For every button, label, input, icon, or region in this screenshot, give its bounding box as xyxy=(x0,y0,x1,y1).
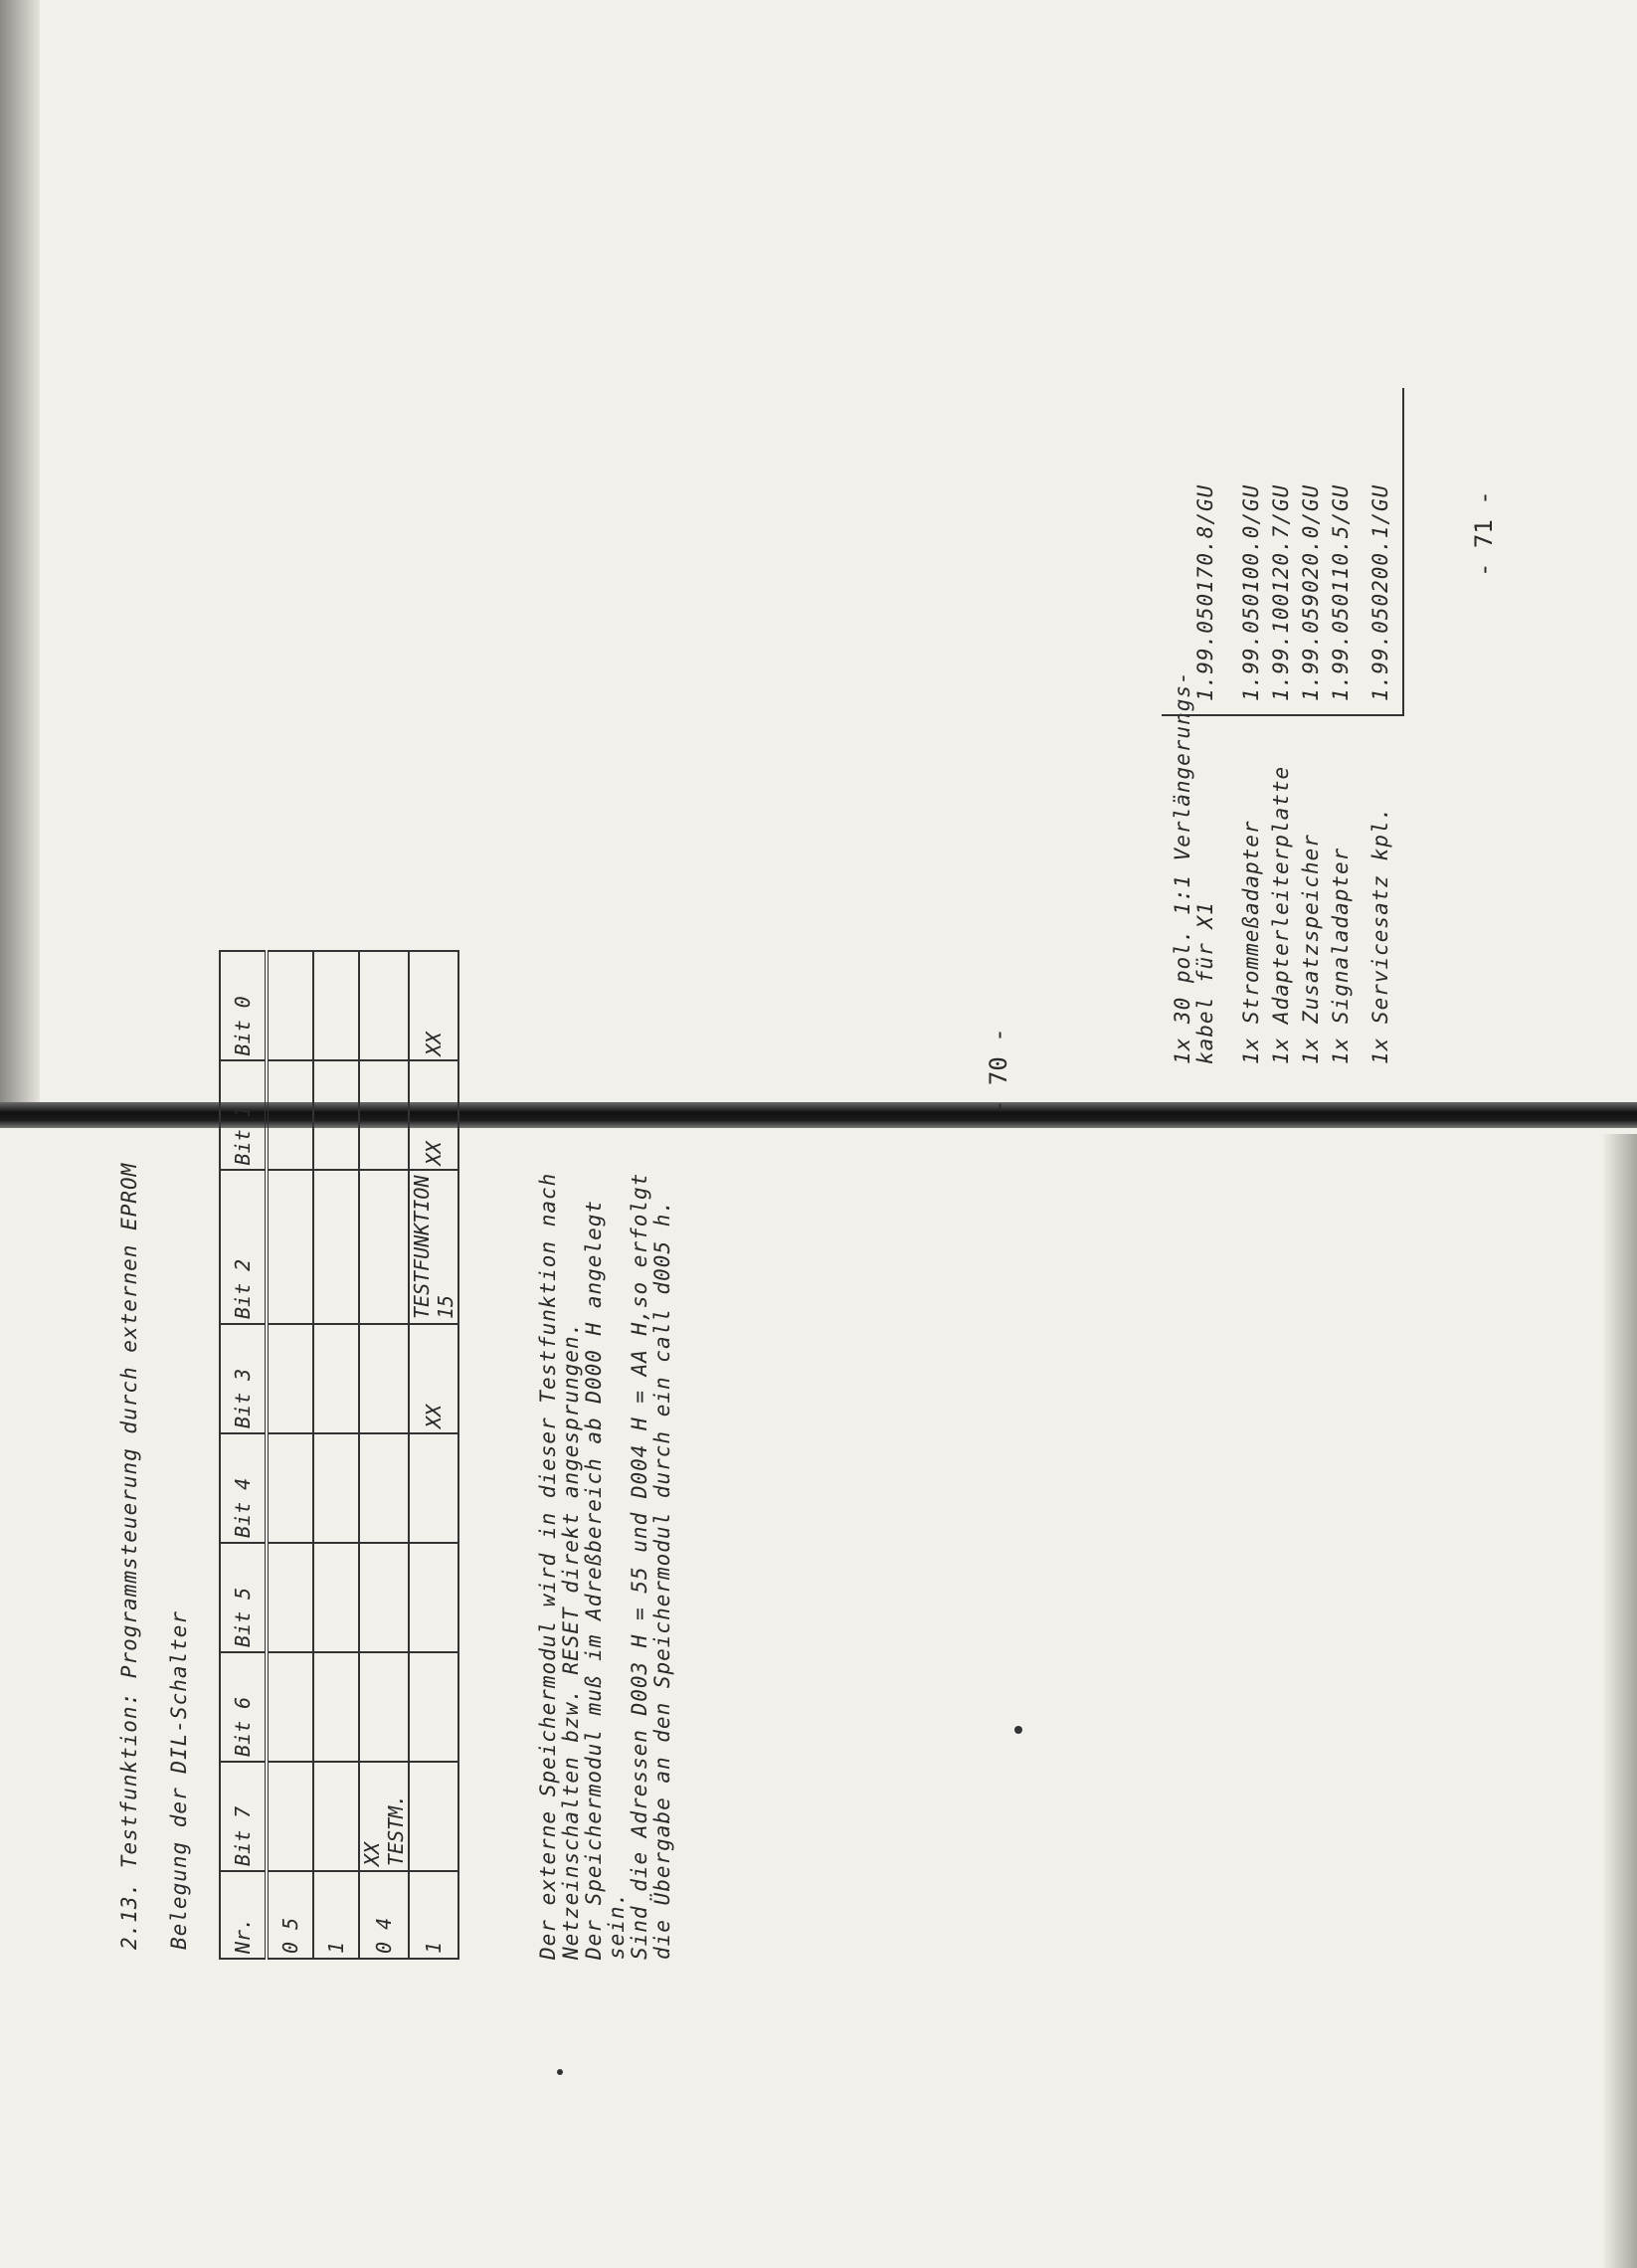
order-number: 1.99.050110.5/GU xyxy=(1329,483,1353,701)
table-cell: XX xyxy=(409,1324,458,1433)
scan-speck xyxy=(557,2069,563,2075)
order-number: 1.99.050100.0/GU xyxy=(1239,483,1263,701)
table-header-cell: Bit 1 xyxy=(220,1061,267,1171)
list-item: 1x Adapterleiterplatte xyxy=(1269,765,1293,1064)
table-header-cell: Bit 0 xyxy=(220,952,267,1061)
list-item: 1x 30 pol. 1:1 Verlängerungs- kabel für X1 xyxy=(1171,670,1217,1064)
table-cell: TESTFUNKTION 15 xyxy=(409,1171,458,1325)
section-title: 2.13. Testfunktion: Programmsteuerung durch externen EPROM xyxy=(117,1162,141,1950)
page-number: - 71 - xyxy=(1470,490,1498,577)
table-cell: XX xyxy=(409,952,458,1061)
table-cell: 0 5 xyxy=(267,1871,313,1959)
page-71-tail-band xyxy=(0,0,1094,1094)
page-number: - 70 - xyxy=(985,1028,1012,1114)
table-row xyxy=(359,952,409,1960)
order-number: 1.99.050170.8/GU xyxy=(1193,483,1217,701)
table-header-cell: Bit 7 xyxy=(220,1762,267,1871)
table-cell: XX TESTM. xyxy=(359,1762,409,1871)
table-header-cell: Bit 5 xyxy=(220,1543,267,1652)
list-item: 1x Zusatzspeicher xyxy=(1299,834,1323,1064)
table-row xyxy=(313,952,359,1960)
table-header-cell: Nr. xyxy=(220,1871,267,1959)
order-number: 1.99.100120.7/GU xyxy=(1269,483,1293,701)
table-header-cell: Bit 4 xyxy=(220,1433,267,1543)
order-number: 1.99.050200.1/GU xyxy=(1368,483,1392,701)
table-cell: 1 xyxy=(313,1871,359,1959)
table-cell: XX xyxy=(409,1061,458,1171)
table-header-cell: Bit 3 xyxy=(220,1324,267,1433)
page-edge-shadow xyxy=(1603,1134,1637,2268)
list-item: 1x Servicesatz kpl. xyxy=(1368,806,1392,1064)
scan-speck xyxy=(1014,1726,1022,1734)
description-paragraph: Der externe Speichermodul wird in dieser Testfunktion nach Netzeinschalten bzw. RESET direkt angesprungen. Der Speichermodul muß im Adreßbereich ab D000 H angelegt sein. Sind die Adressen D003 H = 55 und D004 H = AA H,so erfolgt die Übergabe an den Speichermodul durch ein call d005 h. xyxy=(536,1172,674,1960)
table-row xyxy=(267,952,313,1960)
table-cell: 0 4 xyxy=(359,1871,409,1959)
list-item: 1x Strommeßadapter xyxy=(1239,820,1263,1064)
subtitle: Belegung der DIL-Schalter xyxy=(167,1609,191,1950)
table-header-cell: Bit 2 xyxy=(220,1171,267,1325)
table-row xyxy=(409,952,458,1960)
dil-switch-table xyxy=(219,951,459,1961)
table-cell: 1 xyxy=(409,1871,458,1959)
table-header-cell: Bit 6 xyxy=(220,1652,267,1762)
order-number: 1.99.059020.0/GU xyxy=(1299,483,1323,701)
list-item: 1x Signaladapter xyxy=(1329,847,1353,1064)
